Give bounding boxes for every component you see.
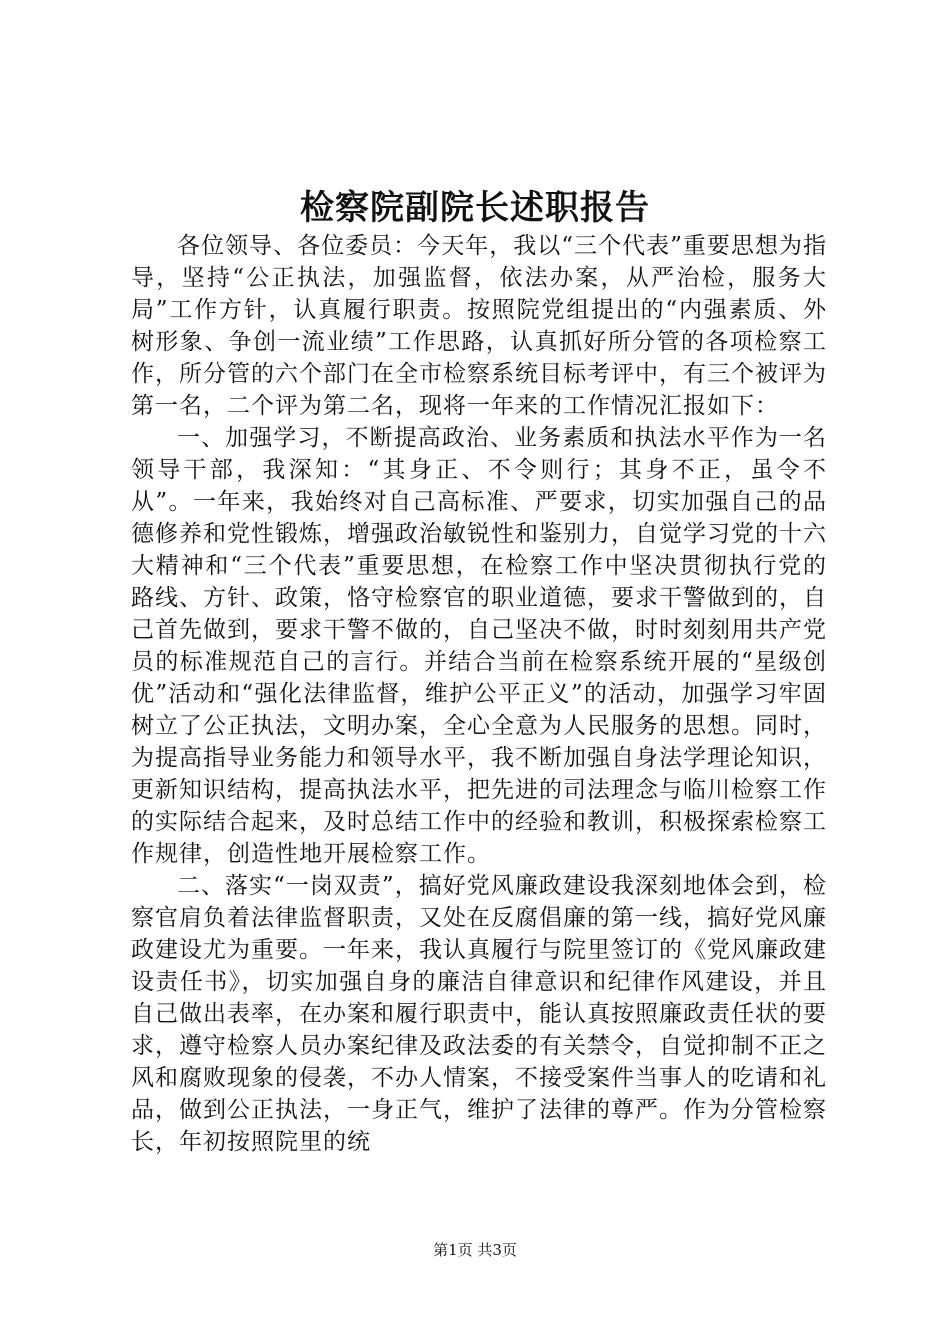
document-title: 检察院副院长述职报告 — [300, 188, 650, 228]
document-body — [131, 230, 827, 1158]
page-number-footer: 第1页 共3页 — [433, 1241, 517, 1259]
paragraph-section-2: 二、落实“一岗双责”，搞好党风廉政建设我深刻地体会到，检察官肩负着法律监督职责，又处在反腐倡廉的第一线，搞好党风廉政建设尤为重要。一年来，我认真履行与院里签订的《党风廉政建设责任书》，切实加强自身的廉洁自律意识和纪律作风建设，并且自己做出表率，在办案和履行职责中，能认真按照廉政责任状的要求，遵守检察人员办案纪律及政法委的有关禁令，自觉抑制不正之风和腐败现象的侵袭，不办人情案，不接受案件当事人的吃请和礼品，做到公正执法，一身正气，维护了法律的尊严。作为分管检察长，年初按照院里的统 — [131, 873, 827, 1155]
paragraph-intro: 各位领导、各位委员：今天年，我以“三个代表”重要思想为指导，坚持“公正执法，加强监督，依法办案，从严治检，服务大局”工作方针，认真履行职责。按照院党组提出的“内强素质、外树形象、争创一流业绩”工作思路，认真抓好所分管的各项检察工作，所分管的六个部门在全市检察系统目标考评中，有三个被评为第一名，二个评为第二名，现将一年来的工作情况汇报如下： — [131, 233, 827, 419]
paragraph-section-1: 一、加强学习，不断提高政治、业务素质和执法水平作为一名领导干部，我深知：“其身正、不令则行；其身不正，虽令不从”。一年来，我始终对自己高标准、严要求，切实加强自己的品德修养和党性锻炼，增强政治敏锐性和鉴别力，自觉学习党的十六大精神和“三个代表”重要思想，在检察工作中坚决贯彻执行党的路线、方针、政策，恪守检察官的职业道德，要求干警做到的，自己首先做到，要求干警不做的，自己坚决不做，时时刻刻用共产党员的标准规范自己的言行。并结合当前在检察系统开展的“星级创优”活动和“强化法律监督，维护公平正义”的活动，加强学习牢固树立了公正执法，文明办案，全心全意为人民服务的思想。同时，为提高指导业务能力和领导水平，我不断加强自身法学理论知识，更新知识结构，提高执法水平，把先进的司法理念与临川检察工作的实际结合起来，及时总结工作中的经验和教训，积极探索检察工作规律，创造性地开展检察工作。 — [131, 425, 827, 867]
